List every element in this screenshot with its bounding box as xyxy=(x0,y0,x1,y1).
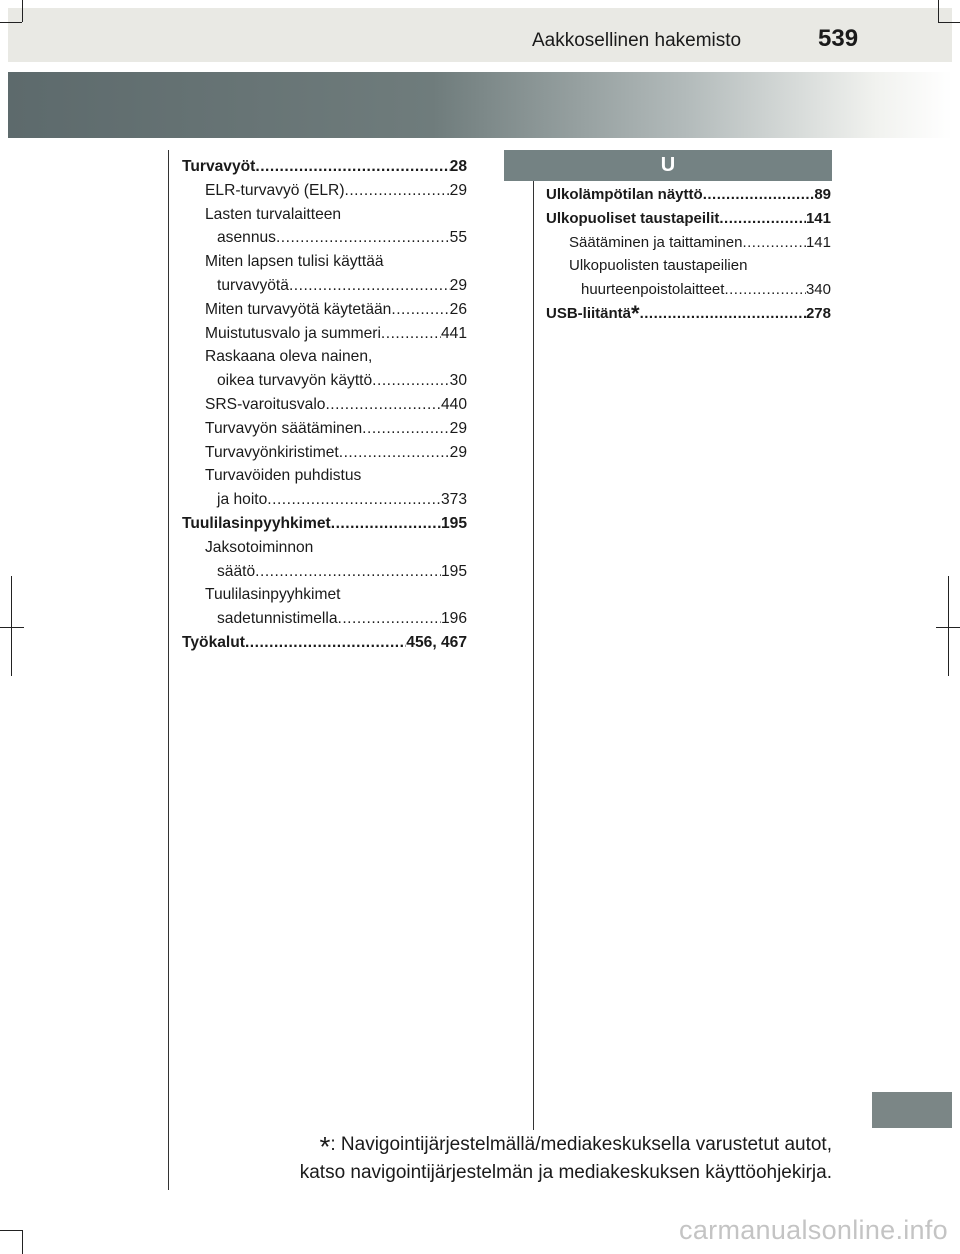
dot-leader xyxy=(719,207,806,231)
index-entry xyxy=(182,417,467,441)
page-reference: 26 xyxy=(449,300,467,318)
dot-leader xyxy=(640,302,806,326)
index-entry xyxy=(182,441,467,465)
index-entry: Miten lapsen tulisi käyttää xyxy=(205,253,384,271)
index-entry: Turvavöiden puhdistus xyxy=(205,467,362,485)
index-term: Tuulilasinpyyhkimet xyxy=(182,514,331,532)
index-term: Turvavyöt xyxy=(182,158,256,175)
column-divider xyxy=(533,150,534,1130)
page-reference: 30 xyxy=(449,372,467,390)
dot-leader xyxy=(381,322,441,346)
index-entry xyxy=(182,560,467,584)
page-number: 539 xyxy=(818,25,859,52)
dot-leader xyxy=(742,231,806,255)
index-entry xyxy=(182,369,467,393)
page-reference: 89 xyxy=(814,186,831,203)
index-entry xyxy=(182,179,467,203)
dot-leader xyxy=(339,441,450,465)
index-entry xyxy=(182,226,467,250)
footnote-marker: * xyxy=(319,1131,331,1162)
index-term: Ulkolämpötilan näyttö xyxy=(546,186,703,203)
dot-leader xyxy=(362,417,449,441)
dot-leader xyxy=(325,393,441,417)
dot-leader xyxy=(289,274,450,298)
index-entry xyxy=(182,607,467,631)
page-reference: 141 xyxy=(805,233,831,251)
index-entry: Jaksotoiminnon xyxy=(205,538,314,556)
page-reference: 340 xyxy=(805,281,831,299)
index-column-right xyxy=(546,183,831,326)
index-term: ja hoito xyxy=(217,491,268,509)
dot-leader xyxy=(255,155,449,179)
dot-leader xyxy=(255,560,441,584)
page-reference: 196 xyxy=(440,610,467,628)
page-reference: 28 xyxy=(449,158,467,175)
page-reference: 440 xyxy=(440,395,467,413)
index-entry: Tuulilasinpyyhkimet xyxy=(205,586,341,604)
index-entry xyxy=(182,393,467,417)
page-reference: 456, 467 xyxy=(406,633,467,651)
page-reference: 278 xyxy=(805,304,831,322)
index-term: Turvavyönkiristimet xyxy=(205,443,339,461)
dot-leader xyxy=(372,369,449,393)
index-entry xyxy=(182,631,467,655)
index-entry xyxy=(182,155,467,179)
section-thumb-tab xyxy=(872,1092,952,1128)
left-margin-line xyxy=(168,150,169,1190)
index-entry xyxy=(546,183,831,207)
index-entry xyxy=(546,231,831,255)
index-column-left xyxy=(182,155,467,655)
index-term: Turvavyön säätäminen xyxy=(205,419,363,437)
page-reference: 29 xyxy=(449,443,467,461)
footnote xyxy=(300,1132,832,1186)
page-reference: 195 xyxy=(440,562,467,580)
dot-leader xyxy=(245,631,406,655)
index-entry xyxy=(182,488,467,512)
watermark: carmanualsonline.info xyxy=(679,1215,948,1245)
index-entry xyxy=(182,274,467,298)
page-reference: 55 xyxy=(449,229,467,247)
dot-leader xyxy=(267,488,441,512)
index-entry: Ulkopuolisten taustapeilien xyxy=(569,257,748,275)
index-entry xyxy=(182,512,467,536)
index-entry xyxy=(182,298,467,322)
dot-leader xyxy=(724,278,806,302)
index-term: Ulkopuoliset taustapeilit xyxy=(546,209,720,227)
dot-leader xyxy=(391,298,449,322)
index-term: säätö xyxy=(217,562,256,580)
footnote-line-2: katso navigointijärjestelmän ja mediakeskuksen käyttöohjekirja. xyxy=(299,1162,832,1183)
page-reference: 441 xyxy=(440,324,467,342)
dot-leader xyxy=(703,183,815,207)
index-term: huurteenpoistolaitteet xyxy=(581,281,725,299)
index-term: Miten turvavyötä käytetään xyxy=(205,300,392,318)
footnote-line-1: : Navigointijärjestelmällä/mediakeskuksella varustetut autot, xyxy=(330,1134,832,1155)
index-term: SRS-varoitusvalo xyxy=(205,395,326,413)
index-entry xyxy=(182,322,467,346)
dot-leader xyxy=(331,512,441,536)
page-reference: 195 xyxy=(440,514,467,532)
header-bar xyxy=(8,8,952,62)
index-term: sadetunnistimella xyxy=(217,610,338,628)
index-entry: Lasten turvalaitteen xyxy=(205,205,342,223)
header-banner xyxy=(8,72,952,138)
dot-leader xyxy=(338,607,441,631)
page-reference: 29 xyxy=(449,276,467,294)
index-term: asennus xyxy=(217,229,276,247)
index-term: Muistutusvalo ja summeri xyxy=(205,324,381,342)
page-header-title: Aakkosellinen hakemisto xyxy=(532,30,742,51)
dot-leader xyxy=(345,179,450,203)
index-term: turvavyötä xyxy=(217,276,289,294)
index-term: Työkalut xyxy=(182,633,245,651)
index-term: USB-liitäntä xyxy=(546,304,632,322)
page-reference: 29 xyxy=(449,181,467,199)
index-term: ELR-turvavyö (ELR) xyxy=(205,181,345,199)
page-reference: 29 xyxy=(449,419,467,437)
index-term: Säätäminen ja taittaminen xyxy=(569,233,743,251)
dot-leader xyxy=(276,226,450,250)
section-letter-heading: U xyxy=(504,150,832,181)
index-entry: USB-liitäntä * ..... 278 xyxy=(546,302,831,326)
page-reference: 373 xyxy=(440,491,467,509)
index-entry: Raskaana oleva nainen, xyxy=(205,348,373,366)
index-term: oikea turvavyön käyttö xyxy=(217,372,373,390)
index-entry xyxy=(546,207,831,231)
page-reference: 141 xyxy=(805,209,831,227)
index-entry xyxy=(546,278,831,302)
